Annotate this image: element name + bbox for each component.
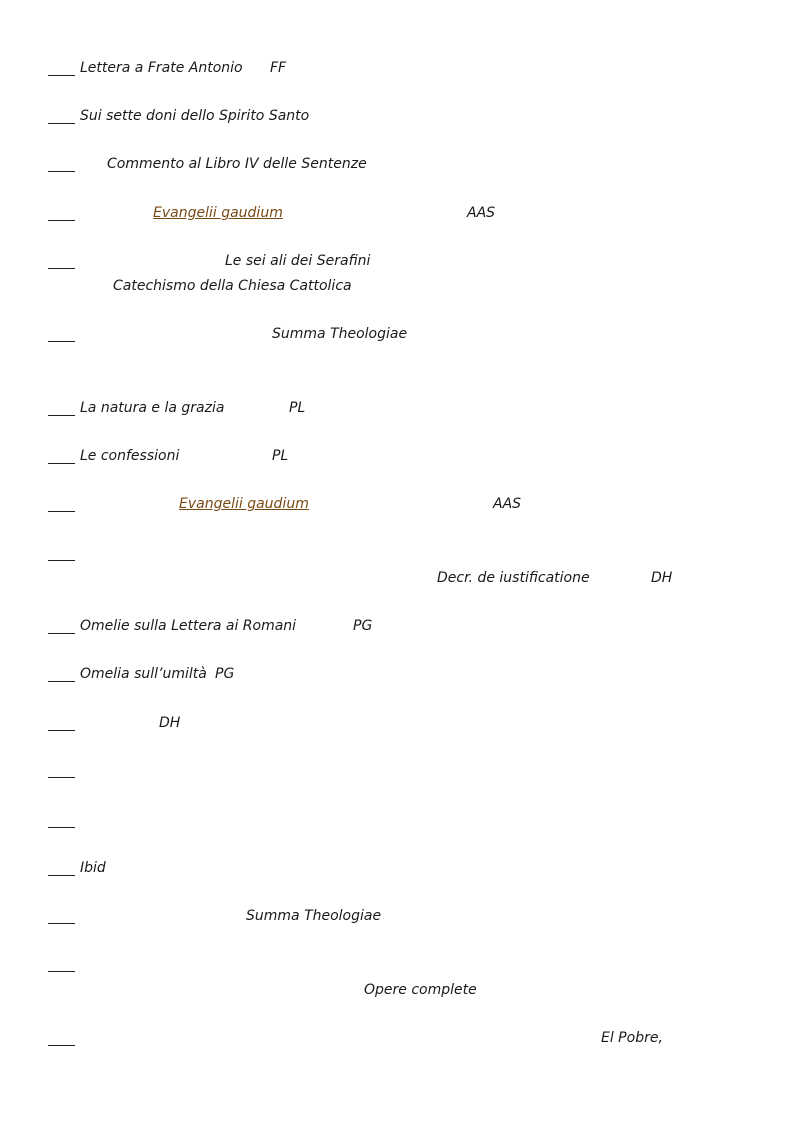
footnote-title: Summa Theologiae	[246, 908, 382, 924]
footnote-source: PG	[215, 666, 235, 682]
footnote-blank	[48, 971, 75, 972]
footnote-source: PL	[289, 400, 306, 416]
footnote-title: Omelia sull’umiltà	[80, 666, 207, 682]
footnote-title: Commento al Libro IV delle Sentenze	[107, 156, 367, 172]
footnote-source: PG	[353, 618, 373, 634]
footnote-title-link[interactable]: Evangelii gaudium	[153, 205, 283, 221]
footnote-title: Le confessioni	[80, 448, 180, 464]
footnote-source: FF	[270, 60, 287, 76]
footnote-title: Omelie sulla Lettera ai Romani	[80, 618, 297, 634]
footnote-blank	[48, 827, 75, 828]
footnote-blank	[48, 415, 75, 416]
footnote-blank	[48, 875, 75, 876]
footnote-source: PL	[272, 448, 289, 464]
footnote-blank	[48, 268, 75, 269]
footnote-source: DH	[651, 570, 673, 586]
footnote-blank	[48, 681, 75, 682]
footnote-title: Sui sette doni dello Spirito Santo	[80, 108, 310, 124]
footnote-title-link[interactable]: Evangelii gaudium	[179, 496, 309, 512]
footnote-blank	[48, 511, 75, 512]
footnote-blank	[48, 560, 75, 561]
footnote-blank	[48, 633, 75, 634]
footnote-title: El Pobre,	[601, 1030, 663, 1046]
footnote-blank	[48, 341, 75, 342]
footnote-source: AAS	[467, 205, 496, 221]
footnote-blank	[48, 1045, 75, 1046]
footnote-blank	[48, 123, 75, 124]
footnote-title: Le sei ali dei Serafini	[225, 253, 371, 269]
footnote-subtitle: Catechismo della Chiesa Cattolica	[113, 278, 352, 294]
footnote-title: Summa Theologiae	[272, 326, 408, 342]
footnote-source: AAS	[493, 496, 522, 512]
footnote-source: DH	[159, 715, 181, 731]
footnote-blank	[48, 923, 75, 924]
footnote-blank	[48, 220, 75, 221]
footnote-title: Lettera a Frate Antonio	[80, 60, 243, 76]
footnote-blank	[48, 777, 75, 778]
footnote-title: La natura e la grazia	[80, 400, 225, 416]
footnote-blank	[48, 75, 75, 76]
footnote-blank	[48, 730, 75, 731]
footnote-blank	[48, 171, 75, 172]
footnote-title: Ibid	[80, 860, 106, 876]
footnote-title: Opere complete	[364, 982, 477, 998]
footnote-title: Decr. de iustificatione	[437, 570, 590, 586]
footnote-blank	[48, 463, 75, 464]
